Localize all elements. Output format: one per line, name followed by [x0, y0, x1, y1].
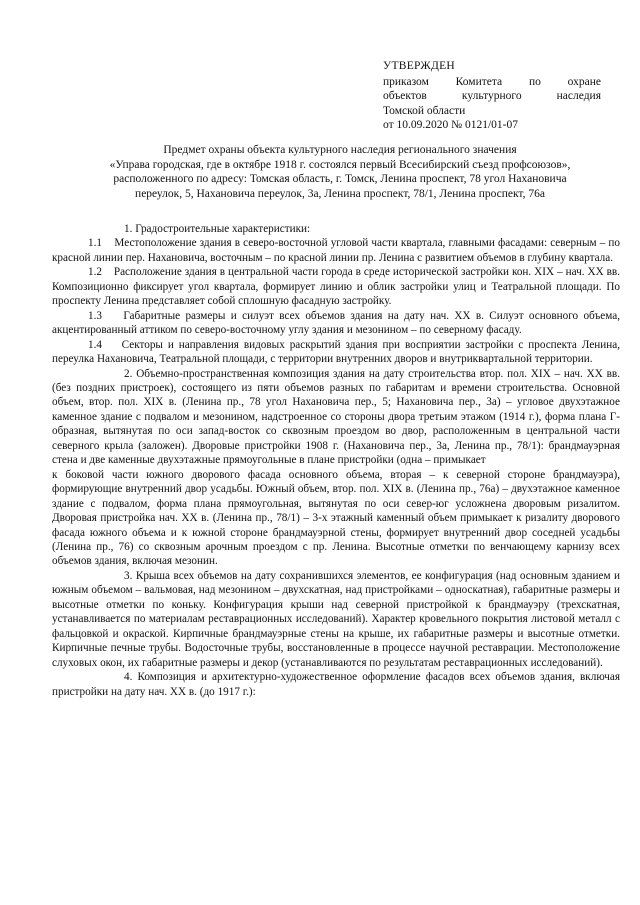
- section-text: Габаритные размеры и силуэт всех объемов здания на дату нач. XX в. Силуэт основного объема, акцентированный аттиком по северо-восточному углу здания и мезонином – по северному фасаду.: [52, 309, 620, 337]
- title-line: расположенного по адресу: Томская область, г. Томск, Ленина проспект, 78 угол Нахановича: [113, 173, 567, 186]
- section-1-2: [52, 265, 620, 308]
- section-2: [52, 367, 620, 468]
- section-text: Градостроительные характеристики:: [135, 223, 311, 235]
- section-number: 1.: [124, 223, 133, 235]
- section-number: 1.1: [88, 237, 102, 250]
- approval-stamp: [383, 59, 601, 133]
- section-number: 4.: [124, 671, 133, 684]
- section-text: Расположение здания в центральной части города в среде исторической застройки кон. XIX – нач. XX вв. Композиционно фиксирует угол квартала, формирует линию и облик застройки улиц и Театральной площади. По проспекту Ленина представляет собой сплошную фасадную застройку.: [52, 266, 620, 308]
- document-body: [52, 222, 620, 699]
- approval-heading: УТВЕРЖДЕН: [383, 60, 456, 72]
- section-1: [52, 222, 620, 236]
- section-text: Композиция и архитектурно-художественное оформление фасадов всех объемов здания, включая пристройки на дату нач. XX в. (до 1917 г.):: [52, 671, 620, 698]
- section-number: 1.4: [88, 338, 102, 351]
- section-text: Секторы и направления видовых раскрытий здания при восприятии застройки с проспекта Ленина, переулка Нахановича, Театральной площади, с территории внутренних дворов и внутриквартальной территории.: [52, 338, 621, 366]
- section-3: [52, 569, 620, 670]
- title-line: переулок, 5, Нахановича переулок, 3а, Ленина проспект, 78/1, Ленина проспект, 76а: [135, 187, 545, 200]
- approval-line: приказом Комитета по охране: [383, 75, 601, 88]
- section-number: 2.: [124, 367, 133, 380]
- section-number: 3.: [124, 569, 133, 582]
- section-text: к боковой части южного дворового фасада основного объема, вторая – к северной стороне брандмауэра), формирующие внутренний двор усадьбы. Южный объем, втор. пол. XIX в. (Ленина пр., 76а) – двухэтажное каменное здание с подвалом, форма плана прямоугольная, вытянутая по оси север-юг усложнена дворовым ризалитом. Дворовая пристройка нач. XX в. (Ленина пр., 78/1) – 3-х этажный каменный объем примыкает к ризалиту дворового фасада южного объема и к южной стороне брандмауэрной стены, формирует внутренний двор соседней усадьбы (Ленина пр., 76) со сквозным арочным проездом с пр. Ленина. Высотные отметки по венчающему карнизу всех объемов здания, включая мезонин.: [52, 468, 620, 568]
- approval-line: объектов культурного наследия: [383, 90, 601, 103]
- title-line: Предмет охраны объекта культурного наследия регионального значения: [163, 144, 517, 156]
- section-text: Местоположение здания в северо-восточной угловой части квартала, главными фасадами: северным – по красной линии пер. Нахановича, восточным – по красной линии пр. Ленина с развитием объемов в глубину квартала.: [52, 237, 621, 264]
- approval-line: Томской области: [383, 104, 466, 117]
- section-number: 1.3: [88, 309, 102, 322]
- section-2-continuation: [52, 468, 620, 569]
- section-1-1: [52, 236, 620, 265]
- document-title: [60, 143, 620, 201]
- section-1-4: [52, 338, 620, 367]
- section-4: [52, 670, 620, 699]
- section-1-3: [52, 309, 620, 338]
- section-text: Крыша всех объемов на дату сохранившихся элементов, ее конфигурация (над основным зданием и южным объемом – вальмовая, над мезонином – двухскатная, над пристройками – односкатная), габаритные размеры и высотные отметки по коньку. Конфигурация крыши над северной пристройкой к брандмауэру (трехскатная, устанавливается по материалам реставрационных исследований). Характер кровельного покрытия листовой металл с фальцовкой и окраской. Кирпичные брандмауэрные стены на крыше, их габаритные размеры и высотные отметки. Кирпичные печные трубы. Водосточные трубы, восстановленные в процессе научной реставрации. Местоположение слуховых окон, их габаритные размеры и декор (устанавливаются по результатам реставрационных исследований).: [52, 569, 620, 669]
- title-line: «Управа городская, где в октябре 1918 г. состоялся первый Всесибирский съезд профсоюзов»,: [109, 158, 571, 171]
- section-number: 1.2: [88, 266, 102, 279]
- approval-date-number: от 10.09.2020 № 0121/01-07: [383, 119, 518, 132]
- section-text: Объемно-пространственная композиция здания на дату строительства втор. пол. XIX – нач. XX вв. (без поздних пристроек), состоящего из пяти объемов разных по габаритам и времени строительства. Основной объем, втор. пол. XIX в. (Ленина пр., 78 угол Нахановича пер., 5; Нахановича пер., 3а) – угловое двухэтажное каменное здание с подвалом и мезонином, надстроенное со стороны двора третьим этажом (1914 г.), форма плана Г-образная, вытянутая по оси запад-восток со сквозным проездом во двор, расположенным в центральной части северного крыла (заложен). Дворовые пристройки 1908 г. (Нахановича пер., 3а, Ленина пр., 78/1): брандмауэрная стена и две каменные двухэтажные прямоугольные в плане пристройки (одна – примыкает: [52, 367, 620, 467]
